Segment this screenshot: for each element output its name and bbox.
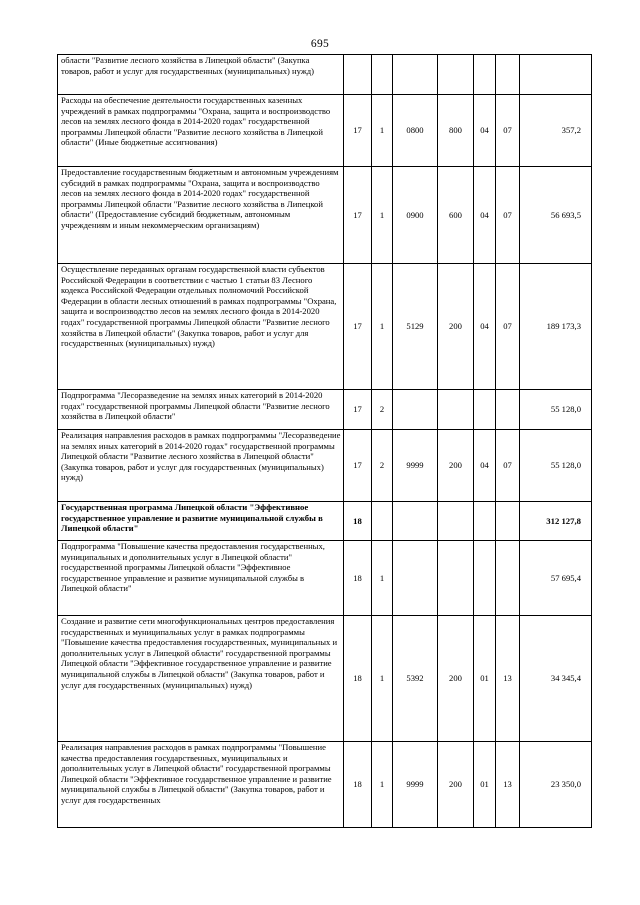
cell-amount: 56 693,5: [520, 167, 592, 264]
cell-subsection: [496, 390, 520, 430]
cell-expense-type: [438, 541, 474, 616]
table-row: [58, 167, 592, 264]
cell-subsection: 13: [496, 742, 520, 828]
cell-amount: 312 127,8: [520, 502, 592, 541]
cell-amount: 189 173,3: [520, 264, 592, 390]
cell-subsection: 07: [496, 264, 520, 390]
cell-subprogram-code: 2: [372, 390, 393, 430]
cell-amount: 357,2: [520, 95, 592, 167]
cell-section: [474, 55, 496, 95]
cell-subsection: 13: [496, 616, 520, 742]
cell-target-code: [393, 55, 438, 95]
cell-target-code: 9999: [393, 742, 438, 828]
cell-expense-type: 800: [438, 95, 474, 167]
cell-target-code: [393, 502, 438, 541]
cell-expense-type: 200: [438, 616, 474, 742]
cell-section: [474, 541, 496, 616]
cell-expense-type: [438, 390, 474, 430]
cell-subsection: [496, 502, 520, 541]
cell-amount: 23 350,0: [520, 742, 592, 828]
cell-description: Подпрограмма "Лесоразведение на землях иных категорий в 2014-2020 годах" государственной программы Липецкой области "Развитие лесного хозяйства в Липецкой области": [58, 390, 344, 430]
cell-admin-code: 17: [344, 95, 372, 167]
cell-admin-code: 18: [344, 616, 372, 742]
cell-expense-type: 200: [438, 264, 474, 390]
cell-subsection: 07: [496, 167, 520, 264]
cell-description: Реализация направления расходов в рамках подпрограммы "Повышение качества предоставления государственных, муниципальных и дополнительных услуг в Липецкой области" государственной программы Липецкой области "Эффективное государственное управление и развитие муниципальной службы в Липецкой области" (Закупка товаров, работ и услуг для государственных: [58, 742, 344, 828]
cell-amount: 57 695,4: [520, 541, 592, 616]
cell-admin-code: 18: [344, 502, 372, 541]
cell-description: области "Развитие лесного хозяйства в Липецкой области" (Закупка товаров, работ и услуг для государственных (муниципальных) нужд): [58, 55, 344, 95]
cell-subprogram-code: 1: [372, 95, 393, 167]
cell-admin-code: 18: [344, 742, 372, 828]
cell-expense-type: [438, 55, 474, 95]
table-row: [58, 390, 592, 430]
cell-target-code: 5392: [393, 616, 438, 742]
cell-subprogram-code: 1: [372, 616, 393, 742]
cell-admin-code: 17: [344, 264, 372, 390]
cell-subprogram-code: 1: [372, 742, 393, 828]
cell-description: Реализация направления расходов в рамках подпрограммы "Лесоразведение на землях иных категорий в 2014-2020 годах" государственной программы Липецкой области "Развитие лесного хозяйства в Липецкой области" (Закупка товаров, работ и услуг для государственных (муниципальных) нужд): [58, 430, 344, 502]
page-number: 695: [310, 38, 330, 50]
table-body: [58, 55, 592, 828]
cell-subsection: [496, 541, 520, 616]
cell-subprogram-code: [372, 55, 393, 95]
cell-section: [474, 390, 496, 430]
cell-target-code: [393, 541, 438, 616]
cell-expense-type: 200: [438, 742, 474, 828]
cell-target-code: [393, 390, 438, 430]
cell-section: 04: [474, 95, 496, 167]
cell-expense-type: [438, 502, 474, 541]
cell-amount: [520, 55, 592, 95]
cell-target-code: 0800: [393, 95, 438, 167]
table-row: [58, 616, 592, 742]
cell-description: Расходы на обеспечение деятельности государственных казенных учреждений в рамках подпрограммы "Охрана, защита и воспроизводство лесов на землях лесного фонда в 2014-2020 годах" государственной программы Липецкой области "Развитие лесного хозяйства в Липецкой области" (Иные бюджетные ассигнования): [58, 95, 344, 167]
cell-section: [474, 502, 496, 541]
cell-admin-code: 18: [344, 541, 372, 616]
cell-amount: 55 128,0: [520, 430, 592, 502]
cell-section: 04: [474, 430, 496, 502]
table-row: [58, 264, 592, 390]
cell-amount: 34 345,4: [520, 616, 592, 742]
cell-expense-type: 200: [438, 430, 474, 502]
cell-subprogram-code: [372, 502, 393, 541]
cell-section: 01: [474, 742, 496, 828]
cell-subprogram-code: 1: [372, 541, 393, 616]
cell-section: 04: [474, 167, 496, 264]
cell-admin-code: 17: [344, 167, 372, 264]
cell-description: Предоставление государственным бюджетным и автономным учреждениям субсидий в рамках подпрограммы "Охрана, защита и воспроизводство лесов на землях лесного фонда в 2014-2020 годах" государственной программы Липецкой области "Развитие лесного хозяйства в Липецкой области" (Предоставление субсидий бюджетным, автономным учреждениям и иным некоммерческим организациям): [58, 167, 344, 264]
cell-subsection: 07: [496, 430, 520, 502]
table-row: [58, 55, 592, 95]
cell-amount: 55 128,0: [520, 390, 592, 430]
cell-admin-code: 17: [344, 390, 372, 430]
cell-description: Государственная программа Липецкой области "Эффективное государственное управление и развитие муниципальной службы в Липецкой области": [58, 502, 344, 541]
cell-subsection: [496, 55, 520, 95]
cell-subsection: 07: [496, 95, 520, 167]
table-row: [58, 742, 592, 828]
cell-description: Подпрограмма "Повышение качества предоставления государственных, муниципальных и дополнительных услуг в Липецкой области" государственной программы Липецкой области "Эффективное государственное управление и развитие муниципальной службы в Липецкой области": [58, 541, 344, 616]
cell-section: 04: [474, 264, 496, 390]
cell-subprogram-code: 1: [372, 167, 393, 264]
cell-subprogram-code: 2: [372, 430, 393, 502]
cell-section: 01: [474, 616, 496, 742]
table-row: [58, 430, 592, 502]
table-row: [58, 95, 592, 167]
cell-admin-code: [344, 55, 372, 95]
cell-target-code: 9999: [393, 430, 438, 502]
cell-description: Осуществление переданных органам государственной власти субъектов Российской Федерации в соответствии с частью 1 статьи 83 Лесного кодекса Российской Федерации отдельных полномочий Российской Федерации в области лесных отношений в рамках подпрограммы "Охрана, защита и воспроизводство лесов на землях лесного фонда в 2014-2020 годах" государственной программы Липецкой области "Развитие лесного хозяйства в Липецкой области" (Закупка товаров, работ и услуг для государственных (муниципальных) нужд): [58, 264, 344, 390]
table-row: [58, 541, 592, 616]
cell-admin-code: 17: [344, 430, 372, 502]
cell-expense-type: 600: [438, 167, 474, 264]
table-row: [58, 502, 592, 541]
cell-target-code: 5129: [393, 264, 438, 390]
budget-table: [57, 54, 592, 828]
cell-subprogram-code: 1: [372, 264, 393, 390]
cell-target-code: 0900: [393, 167, 438, 264]
cell-description: Создание и развитие сети многофункциональных центров предоставления государственных и муниципальных услуг в рамках подпрограммы "Повышение качества предоставления государственных, муниципальных и дополнительных услуг в Липецкой области" государственной программы Липецкой области "Эффективное государственное управление и развитие муниципальной службы в Липецкой области" (Закупка товаров, работ и услуг для государственных (муниципальных) нужд): [58, 616, 344, 742]
